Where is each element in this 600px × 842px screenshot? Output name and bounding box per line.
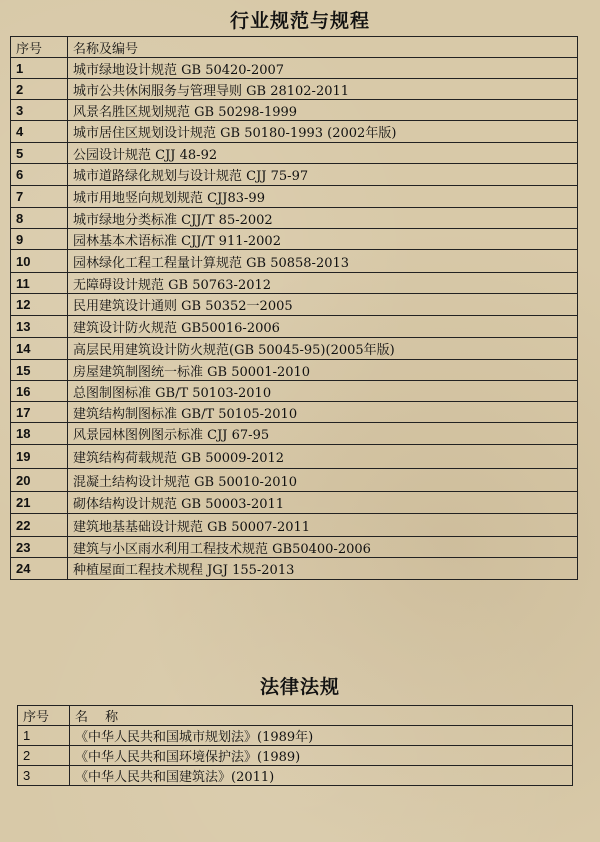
row-name: 《中华人民共和国建筑法》(2011) [70,766,573,786]
row-name: 无障碍设计规范 GB 50763-2012 [68,273,578,294]
row-number: 1 [18,726,70,746]
row-number: 12 [11,294,68,316]
standards-table [10,36,578,580]
row-number: 3 [11,100,68,121]
row-name: 风景名胜区规划规范 GB 50298-1999 [68,100,578,121]
table-row [11,121,578,143]
row-number: 23 [11,537,68,558]
table-row [11,143,578,164]
table-row [11,208,578,229]
header-number: 序号 [18,706,70,726]
table-row [11,402,578,423]
row-name: 城市居住区规划设计规范 GB 50180-1993 (2002年版) [68,121,578,143]
row-name: 建筑结构荷载规范 GB 50009-2012 [68,445,578,469]
table-row [11,338,578,360]
table-row [18,746,573,766]
table-row [11,273,578,294]
row-number: 4 [11,121,68,143]
laws-table [17,705,573,786]
row-number: 19 [11,445,68,469]
standards-title: 行业规范与规程 [229,10,370,32]
table-row [11,250,578,273]
table-header-row [11,37,578,58]
row-name: 城市道路绿化规划与设计规范 CJJ 75-97 [68,164,578,186]
row-number: 17 [11,402,68,423]
table-row [11,423,578,445]
row-number: 22 [11,514,68,537]
row-number: 5 [11,143,68,164]
row-name: 园林基本术语标准 CJJ/T 911-2002 [68,229,578,250]
row-name: 民用建筑设计通则 GB 50352一2005 [68,294,578,316]
row-name: 房屋建筑制图统一标准 GB 50001-2010 [68,360,578,381]
row-number: 2 [18,746,70,766]
table-row [11,100,578,121]
row-name: 城市绿地分类标准 CJJ/T 85-2002 [68,208,578,229]
table-header-row [18,706,573,726]
table-row [18,766,573,786]
row-number: 20 [11,469,68,492]
row-number: 2 [11,79,68,100]
row-name: 高层民用建筑设计防火规范(GB 50045-95)(2005年版) [68,338,578,360]
table-row [11,294,578,316]
row-number: 16 [11,381,68,402]
row-name: 公园设计规范 CJJ 48-92 [68,143,578,164]
row-name: 建筑结构制图标准 GB/T 50105-2010 [68,402,578,423]
row-name: 城市用地竖向规划规范 CJJ83-99 [68,186,578,208]
row-number: 7 [11,186,68,208]
row-name: 《中华人民共和国城市规划法》(1989年) [70,726,573,746]
row-name: 种植屋面工程技术规程 JGJ 155-2013 [68,558,578,580]
table-row [11,186,578,208]
table-row [11,537,578,558]
row-number: 18 [11,423,68,445]
header-name: 名称及编号 [68,37,578,58]
row-number: 14 [11,338,68,360]
row-number: 8 [11,208,68,229]
row-number: 10 [11,250,68,273]
row-name: 《中华人民共和国环境保护法》(1989) [70,746,573,766]
row-number: 11 [11,273,68,294]
row-number: 21 [11,492,68,514]
row-number: 24 [11,558,68,580]
table-row [11,492,578,514]
row-number: 13 [11,316,68,338]
row-number: 1 [11,58,68,79]
row-number: 3 [18,766,70,786]
table-row [11,164,578,186]
table-row [11,79,578,100]
table-row [11,469,578,492]
row-name: 城市公共休闲服务与管理导则 GB 28102-2011 [68,79,578,100]
row-name: 城市绿地设计规范 GB 50420-2007 [68,58,578,79]
table-row [11,445,578,469]
row-name: 砌体结构设计规范 GB 50003-2011 [68,492,578,514]
table-row [11,58,578,79]
table-row [11,514,578,537]
table-row [18,726,573,746]
table-row [11,229,578,250]
row-name: 风景园林图例图示标准 CJJ 67-95 [68,423,578,445]
row-name: 建筑与小区雨水利用工程技术规范 GB50400-2006 [68,537,578,558]
row-name: 建筑设计防火规范 GB50016-2006 [68,316,578,338]
header-name: 名 称 [70,706,573,726]
row-number: 6 [11,164,68,186]
row-number: 9 [11,229,68,250]
row-name: 建筑地基基础设计规范 GB 50007-2011 [68,514,578,537]
row-name: 混凝土结构设计规范 GB 50010-2010 [68,469,578,492]
header-number: 序号 [11,37,68,58]
table-row [11,360,578,381]
table-row [11,558,578,580]
row-name: 园林绿化工程工程量计算规范 GB 50858-2013 [68,250,578,273]
row-number: 15 [11,360,68,381]
laws-title: 法律法规 [259,676,340,698]
table-row [11,316,578,338]
row-name: 总图制图标准 GB/T 50103-2010 [68,381,578,402]
table-row [11,381,578,402]
